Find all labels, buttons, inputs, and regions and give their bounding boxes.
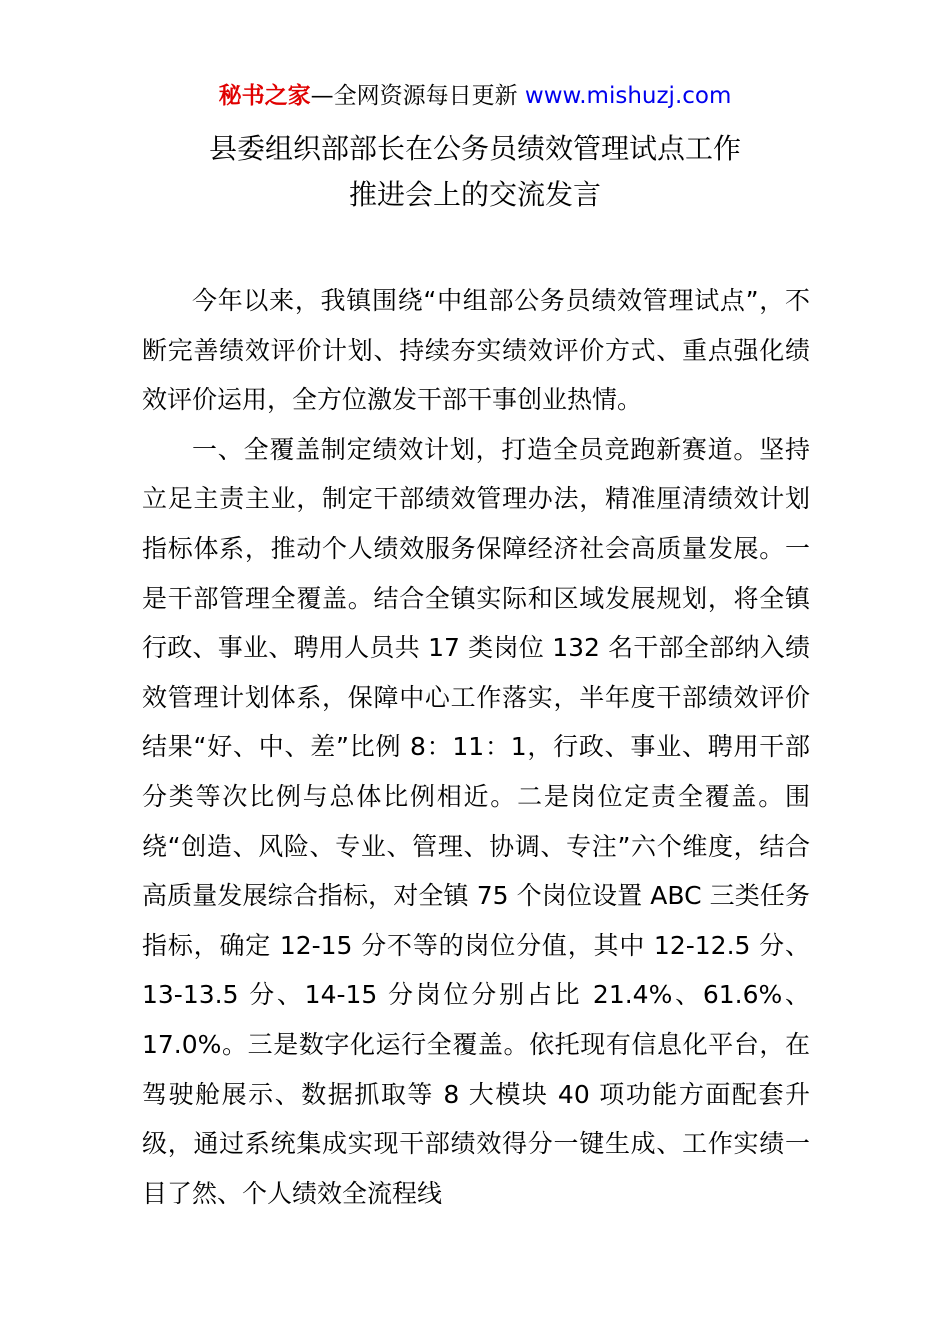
paragraph: 一、全覆盖制定绩效计划，打造全员竞跑新赛道。坚持立足主责主业，制定干部绩效管理办法，精准厘清绩效计划指标体系，推动个人绩效服务保障经济社会高质量发展。一是干部管理全覆盖。结合全镇实际和区域发展规划，将全镇行政、事业、聘用人员共 17 类岗位 132 名干部全部纳入绩效管理计划体系，保障中心工作落实，半年度干部绩效评价结果“好、中、差”比例 8：11：1，行政、事业、聘用干部分类等次比例与总体比例相近。二是岗位定责全覆盖。围绕“创造、风险、专业、管理、协调、专注”六个维度，结合高质量发展综合指标，对全镇 75 个岗位设置 ABC 三类任务指标，确定 12-15 分不等的岗位分值，其中 12-12.5 分、13-13.5 分、14-15 分岗位分别占比 21.4%、61.6%、17.0%。三是数字化运行全覆盖。依托现有信息化平台，在驾驶舱展示、数据抓取等 8 大模块 40 项功能方面配套升级，通过系统集成实现干部绩效得分一键生成、工作实绩一目了然、个人绩效全流程线 [142,434,810,1208]
site-header [0,80,950,112]
document-body [142,276,810,1218]
title-line-2: 推进会上的交流发言 [348,178,601,211]
brand-name: 秘书之家 [218,83,311,109]
title-line-1: 县委组织部部长在公务员绩效管理试点工作 [208,132,741,165]
header-tagline: —全网资源每日更新 [310,83,525,109]
document-title [0,126,950,218]
paragraph: 今年以来，我镇围绕“中组部公务员绩效管理试点”，不断完善绩效评价计划、持续夯实绩效评价方式、重点强化绩效评价运用，全方位激发干部干事创业热情。 [142,286,810,415]
site-link[interactable]: www.mishuzj.com [524,83,732,109]
